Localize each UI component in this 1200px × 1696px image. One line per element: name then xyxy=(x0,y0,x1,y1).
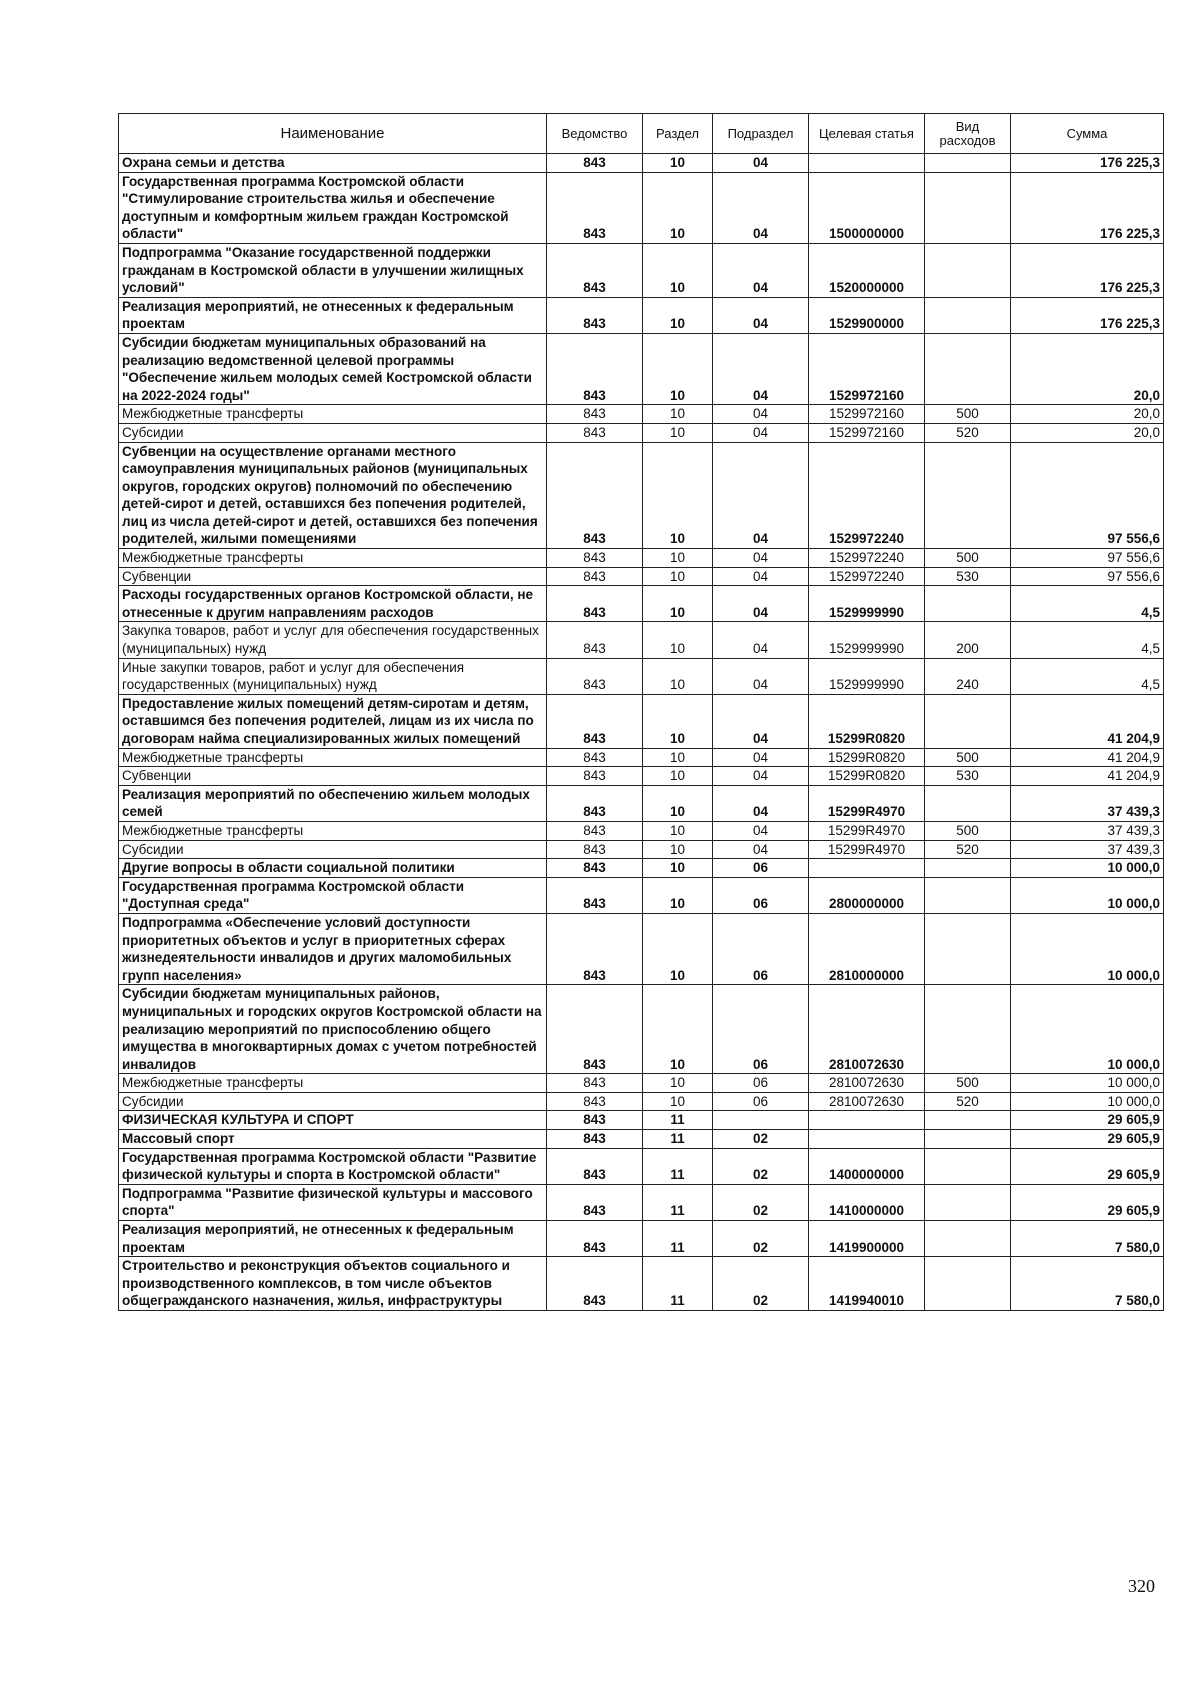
cell-target: 1529900000 xyxy=(809,297,925,333)
cell-target: 1419940010 xyxy=(809,1257,925,1311)
cell-dept: 843 xyxy=(547,840,643,859)
cell-target: 1529972160 xyxy=(809,423,925,442)
cell-name: Государственная программа Костромской области "Стимулирование строительства жилья и обеспечение доступным и комфортным жильем граждан Костромской области" xyxy=(119,172,547,243)
cell-amount: 37 439,3 xyxy=(1011,785,1164,821)
cell-dept: 843 xyxy=(547,549,643,568)
cell-exp-type xyxy=(925,586,1011,622)
cell-amount: 20,0 xyxy=(1011,333,1164,404)
table-row xyxy=(119,442,1164,549)
cell-target: 15299R0820 xyxy=(809,767,925,786)
cell-target xyxy=(809,1111,925,1130)
cell-name: Субсидии xyxy=(119,423,547,442)
table-row xyxy=(119,154,1164,173)
cell-section: 10 xyxy=(643,785,713,821)
table-row xyxy=(119,586,1164,622)
cell-dept: 843 xyxy=(547,748,643,767)
header-amount: Сумма xyxy=(1011,114,1164,154)
cell-amount: 10 000,0 xyxy=(1011,877,1164,913)
cell-target: 15299R4970 xyxy=(809,821,925,840)
cell-dept: 843 xyxy=(547,785,643,821)
cell-section: 11 xyxy=(643,1221,713,1257)
cell-exp-type xyxy=(925,1257,1011,1311)
cell-subsection: 04 xyxy=(713,243,809,297)
cell-dept: 843 xyxy=(547,154,643,173)
cell-name: Расходы государственных органов Костромской области, не отнесенные к другим направлениям расходов xyxy=(119,586,547,622)
cell-name: Реализация мероприятий, не отнесенных к федеральным проектам xyxy=(119,297,547,333)
cell-exp-type xyxy=(925,243,1011,297)
table-row xyxy=(119,840,1164,859)
header-target: Целевая статья xyxy=(809,114,925,154)
cell-dept: 843 xyxy=(547,985,643,1074)
cell-subsection: 04 xyxy=(713,821,809,840)
cell-dept: 843 xyxy=(547,1111,643,1130)
cell-name: Другие вопросы в области социальной политики xyxy=(119,859,547,878)
cell-subsection: 04 xyxy=(713,622,809,658)
cell-target xyxy=(809,859,925,878)
cell-target: 1529999990 xyxy=(809,622,925,658)
cell-name: Массовый спорт xyxy=(119,1130,547,1149)
cell-subsection: 04 xyxy=(713,748,809,767)
table-row xyxy=(119,1184,1164,1220)
table-row xyxy=(119,1111,1164,1130)
cell-subsection: 06 xyxy=(713,859,809,878)
cell-subsection: 04 xyxy=(713,567,809,586)
cell-subsection: 06 xyxy=(713,877,809,913)
cell-target: 1529972240 xyxy=(809,442,925,549)
table-row xyxy=(119,1092,1164,1111)
cell-exp-type xyxy=(925,913,1011,984)
cell-dept: 843 xyxy=(547,243,643,297)
cell-name: Реализация мероприятий, не отнесенных к федеральным проектам xyxy=(119,1221,547,1257)
cell-section: 10 xyxy=(643,767,713,786)
cell-subsection: 04 xyxy=(713,767,809,786)
cell-amount: 29 605,9 xyxy=(1011,1111,1164,1130)
cell-dept: 843 xyxy=(547,172,643,243)
table-row xyxy=(119,622,1164,658)
cell-name: Субсидии xyxy=(119,1092,547,1111)
cell-name: Субвенции на осуществление органами местного самоуправления муниципальных районов (муниципальных округов, городских округов) полномочий по обеспечению детей-сирот и детей, оставшихся без попечения родителей, лиц из числа детей-сирот и детей, оставшихся без попечения родителей, жилыми помещениями xyxy=(119,442,547,549)
cell-exp-type xyxy=(925,297,1011,333)
cell-name: Охрана семьи и детства xyxy=(119,154,547,173)
cell-amount: 10 000,0 xyxy=(1011,1092,1164,1111)
cell-name: Межбюджетные трансферты xyxy=(119,1074,547,1093)
cell-exp-type: 530 xyxy=(925,767,1011,786)
cell-subsection: 04 xyxy=(713,549,809,568)
cell-exp-type xyxy=(925,154,1011,173)
cell-amount: 176 225,3 xyxy=(1011,243,1164,297)
cell-section: 10 xyxy=(643,840,713,859)
cell-subsection: 04 xyxy=(713,333,809,404)
cell-target xyxy=(809,154,925,173)
cell-section: 10 xyxy=(643,622,713,658)
cell-subsection xyxy=(713,1111,809,1130)
cell-target: 15299R4970 xyxy=(809,785,925,821)
cell-dept: 843 xyxy=(547,877,643,913)
table-row xyxy=(119,985,1164,1074)
cell-dept: 843 xyxy=(547,1221,643,1257)
cell-name: Предоставление жилых помещений детям-сиротам и детям, оставшимся без попечения родителей, лицам из их числа по договорам найма специализированных жилых помещений xyxy=(119,694,547,748)
cell-target: 1520000000 xyxy=(809,243,925,297)
cell-dept: 843 xyxy=(547,821,643,840)
table-row xyxy=(119,172,1164,243)
cell-dept: 843 xyxy=(547,859,643,878)
cell-exp-type: 530 xyxy=(925,567,1011,586)
cell-subsection: 04 xyxy=(713,785,809,821)
header-name: Наименование xyxy=(119,114,547,154)
cell-section: 10 xyxy=(643,442,713,549)
cell-subsection: 04 xyxy=(713,405,809,424)
cell-amount: 4,5 xyxy=(1011,622,1164,658)
cell-section: 10 xyxy=(643,172,713,243)
cell-amount: 176 225,3 xyxy=(1011,154,1164,173)
cell-target: 2810072630 xyxy=(809,1092,925,1111)
cell-target: 2810000000 xyxy=(809,913,925,984)
cell-exp-type: 500 xyxy=(925,405,1011,424)
cell-name: Субсидии бюджетам муниципальных районов, муниципальных и городских округов Костромской области на реализацию мероприятий по приспособлению общего имущества в многоквартирных домах с учетом потребностей инвалидов xyxy=(119,985,547,1074)
cell-exp-type: 500 xyxy=(925,549,1011,568)
cell-name: Иные закупки товаров, работ и услуг для обеспечения государственных (муниципальных) нужд xyxy=(119,658,547,694)
cell-amount: 29 605,9 xyxy=(1011,1130,1164,1149)
cell-subsection: 04 xyxy=(713,297,809,333)
cell-name: Строительство и реконструкция объектов социального и производственного комплексов, в том числе объектов общегражданского назначения, жилья, инфраструктуры xyxy=(119,1257,547,1311)
table-row xyxy=(119,1148,1164,1184)
cell-subsection: 04 xyxy=(713,423,809,442)
cell-section: 10 xyxy=(643,1074,713,1093)
cell-name: Межбюджетные трансферты xyxy=(119,549,547,568)
cell-amount: 37 439,3 xyxy=(1011,821,1164,840)
cell-amount: 7 580,0 xyxy=(1011,1221,1164,1257)
cell-exp-type xyxy=(925,1111,1011,1130)
cell-amount: 10 000,0 xyxy=(1011,1074,1164,1093)
cell-exp-type xyxy=(925,1184,1011,1220)
cell-dept: 843 xyxy=(547,423,643,442)
cell-target: 2810072630 xyxy=(809,1074,925,1093)
table-row xyxy=(119,821,1164,840)
cell-target xyxy=(809,1130,925,1149)
table-row xyxy=(119,405,1164,424)
table-row xyxy=(119,859,1164,878)
cell-target: 15299R0820 xyxy=(809,694,925,748)
cell-name: Реализация мероприятий по обеспечению жильем молодых семей xyxy=(119,785,547,821)
header-subsection: Подраздел xyxy=(713,114,809,154)
table-row xyxy=(119,549,1164,568)
table-row xyxy=(119,913,1164,984)
cell-section: 10 xyxy=(643,243,713,297)
cell-section: 10 xyxy=(643,567,713,586)
cell-amount: 7 580,0 xyxy=(1011,1257,1164,1311)
cell-section: 10 xyxy=(643,405,713,424)
cell-target: 1529999990 xyxy=(809,586,925,622)
cell-subsection: 02 xyxy=(713,1221,809,1257)
cell-exp-type: 500 xyxy=(925,748,1011,767)
cell-dept: 843 xyxy=(547,767,643,786)
table-row xyxy=(119,243,1164,297)
cell-name: Субсидии xyxy=(119,840,547,859)
cell-name: ФИЗИЧЕСКАЯ КУЛЬТУРА И СПОРТ xyxy=(119,1111,547,1130)
cell-section: 10 xyxy=(643,859,713,878)
cell-dept: 843 xyxy=(547,622,643,658)
cell-section: 10 xyxy=(643,694,713,748)
cell-exp-type xyxy=(925,1130,1011,1149)
cell-subsection: 04 xyxy=(713,154,809,173)
cell-dept: 843 xyxy=(547,913,643,984)
cell-exp-type: 200 xyxy=(925,622,1011,658)
cell-subsection: 04 xyxy=(713,694,809,748)
cell-amount: 10 000,0 xyxy=(1011,985,1164,1074)
cell-section: 10 xyxy=(643,821,713,840)
table-body xyxy=(119,154,1164,1311)
cell-dept: 843 xyxy=(547,442,643,549)
cell-amount: 4,5 xyxy=(1011,586,1164,622)
cell-exp-type xyxy=(925,877,1011,913)
cell-name: Межбюджетные трансферты xyxy=(119,821,547,840)
cell-section: 10 xyxy=(643,154,713,173)
cell-name: Закупка товаров, работ и услуг для обеспечения государственных (муниципальных) нужд xyxy=(119,622,547,658)
table-row xyxy=(119,1257,1164,1311)
cell-name: Подпрограмма "Развитие физической культуры и массового спорта" xyxy=(119,1184,547,1220)
cell-target: 2800000000 xyxy=(809,877,925,913)
cell-exp-type xyxy=(925,1221,1011,1257)
cell-name: Субсидии бюджетам муниципальных образований на реализацию ведомственной целевой программы "Обеспечение жильем молодых семей Костромской области на 2022-2024 годы" xyxy=(119,333,547,404)
cell-amount: 176 225,3 xyxy=(1011,297,1164,333)
header-exp-type: Вид расходов xyxy=(925,114,1011,154)
table-row xyxy=(119,333,1164,404)
cell-amount: 10 000,0 xyxy=(1011,913,1164,984)
cell-amount: 20,0 xyxy=(1011,423,1164,442)
header-dept: Ведомство xyxy=(547,114,643,154)
cell-amount: 97 556,6 xyxy=(1011,442,1164,549)
cell-amount: 41 204,9 xyxy=(1011,694,1164,748)
cell-exp-type xyxy=(925,1148,1011,1184)
cell-target: 15299R0820 xyxy=(809,748,925,767)
cell-dept: 843 xyxy=(547,333,643,404)
cell-name: Подпрограмма "Оказание государственной поддержки гражданам в Костромской области в улучшении жилищных условий" xyxy=(119,243,547,297)
cell-subsection: 06 xyxy=(713,913,809,984)
cell-exp-type: 520 xyxy=(925,840,1011,859)
cell-name: Субвенции xyxy=(119,767,547,786)
table-header-row xyxy=(119,114,1164,154)
cell-amount: 37 439,3 xyxy=(1011,840,1164,859)
cell-subsection: 04 xyxy=(713,586,809,622)
cell-amount: 4,5 xyxy=(1011,658,1164,694)
cell-section: 11 xyxy=(643,1257,713,1311)
cell-target: 1410000000 xyxy=(809,1184,925,1220)
cell-exp-type xyxy=(925,785,1011,821)
cell-subsection: 06 xyxy=(713,1074,809,1093)
cell-exp-type: 500 xyxy=(925,821,1011,840)
cell-section: 10 xyxy=(643,333,713,404)
cell-exp-type: 500 xyxy=(925,1074,1011,1093)
cell-name: Межбюджетные трансферты xyxy=(119,405,547,424)
cell-amount: 10 000,0 xyxy=(1011,859,1164,878)
cell-dept: 843 xyxy=(547,405,643,424)
cell-subsection: 02 xyxy=(713,1130,809,1149)
cell-amount: 29 605,9 xyxy=(1011,1184,1164,1220)
cell-section: 11 xyxy=(643,1184,713,1220)
cell-name: Межбюджетные трансферты xyxy=(119,748,547,767)
cell-target: 1529999990 xyxy=(809,658,925,694)
cell-dept: 843 xyxy=(547,1130,643,1149)
cell-dept: 843 xyxy=(547,694,643,748)
table-row xyxy=(119,297,1164,333)
cell-name: Государственная программа Костромской области "Развитие физической культуры и спорта в Костромской области" xyxy=(119,1148,547,1184)
cell-exp-type xyxy=(925,985,1011,1074)
cell-section: 10 xyxy=(643,586,713,622)
cell-subsection: 02 xyxy=(713,1184,809,1220)
table-row xyxy=(119,1130,1164,1149)
cell-section: 10 xyxy=(643,985,713,1074)
cell-exp-type xyxy=(925,333,1011,404)
cell-section: 10 xyxy=(643,1092,713,1111)
cell-exp-type: 240 xyxy=(925,658,1011,694)
table-row xyxy=(119,877,1164,913)
budget-table xyxy=(118,113,1164,1311)
cell-amount: 97 556,6 xyxy=(1011,549,1164,568)
cell-section: 10 xyxy=(643,877,713,913)
cell-exp-type: 520 xyxy=(925,1092,1011,1111)
cell-section: 10 xyxy=(643,297,713,333)
cell-dept: 843 xyxy=(547,1257,643,1311)
cell-target: 1529972240 xyxy=(809,549,925,568)
cell-amount: 41 204,9 xyxy=(1011,767,1164,786)
cell-subsection: 06 xyxy=(713,1092,809,1111)
cell-dept: 843 xyxy=(547,1148,643,1184)
cell-subsection: 02 xyxy=(713,1257,809,1311)
cell-target: 15299R4970 xyxy=(809,840,925,859)
cell-subsection: 06 xyxy=(713,985,809,1074)
cell-section: 10 xyxy=(643,913,713,984)
table-row xyxy=(119,1221,1164,1257)
cell-section: 10 xyxy=(643,549,713,568)
table-row xyxy=(119,423,1164,442)
cell-dept: 843 xyxy=(547,567,643,586)
cell-dept: 843 xyxy=(547,586,643,622)
cell-target: 1529972160 xyxy=(809,405,925,424)
cell-subsection: 04 xyxy=(713,172,809,243)
cell-amount: 176 225,3 xyxy=(1011,172,1164,243)
table-row xyxy=(119,694,1164,748)
cell-target: 1529972240 xyxy=(809,567,925,586)
cell-subsection: 04 xyxy=(713,442,809,549)
cell-target: 1419900000 xyxy=(809,1221,925,1257)
cell-exp-type xyxy=(925,859,1011,878)
cell-section: 11 xyxy=(643,1148,713,1184)
cell-amount: 97 556,6 xyxy=(1011,567,1164,586)
cell-section: 10 xyxy=(643,423,713,442)
table-row xyxy=(119,767,1164,786)
cell-target: 1500000000 xyxy=(809,172,925,243)
cell-exp-type xyxy=(925,442,1011,549)
table-row xyxy=(119,658,1164,694)
cell-exp-type xyxy=(925,694,1011,748)
table-row xyxy=(119,785,1164,821)
cell-dept: 843 xyxy=(547,297,643,333)
cell-name: Государственная программа Костромской области "Доступная среда" xyxy=(119,877,547,913)
header-section: Раздел xyxy=(643,114,713,154)
cell-dept: 843 xyxy=(547,1074,643,1093)
cell-section: 11 xyxy=(643,1111,713,1130)
cell-subsection: 02 xyxy=(713,1148,809,1184)
cell-section: 11 xyxy=(643,1130,713,1149)
cell-exp-type xyxy=(925,172,1011,243)
cell-dept: 843 xyxy=(547,1184,643,1220)
page-number: 320 xyxy=(1128,1576,1155,1596)
table-row xyxy=(119,1074,1164,1093)
cell-subsection: 04 xyxy=(713,658,809,694)
cell-dept: 843 xyxy=(547,1092,643,1111)
cell-amount: 29 605,9 xyxy=(1011,1148,1164,1184)
cell-exp-type: 520 xyxy=(925,423,1011,442)
cell-target: 2810072630 xyxy=(809,985,925,1074)
cell-section: 10 xyxy=(643,658,713,694)
cell-subsection: 04 xyxy=(713,840,809,859)
table-row xyxy=(119,567,1164,586)
cell-amount: 20,0 xyxy=(1011,405,1164,424)
cell-amount: 41 204,9 xyxy=(1011,748,1164,767)
table-row xyxy=(119,748,1164,767)
cell-name: Субвенции xyxy=(119,567,547,586)
cell-section: 10 xyxy=(643,748,713,767)
cell-name: Подпрограмма «Обеспечение условий доступности приоритетных объектов и услуг в приоритетных сферах жизнедеятельности инвалидов и других маломобильных групп населения» xyxy=(119,913,547,984)
cell-dept: 843 xyxy=(547,658,643,694)
cell-target: 1400000000 xyxy=(809,1148,925,1184)
cell-target: 1529972160 xyxy=(809,333,925,404)
